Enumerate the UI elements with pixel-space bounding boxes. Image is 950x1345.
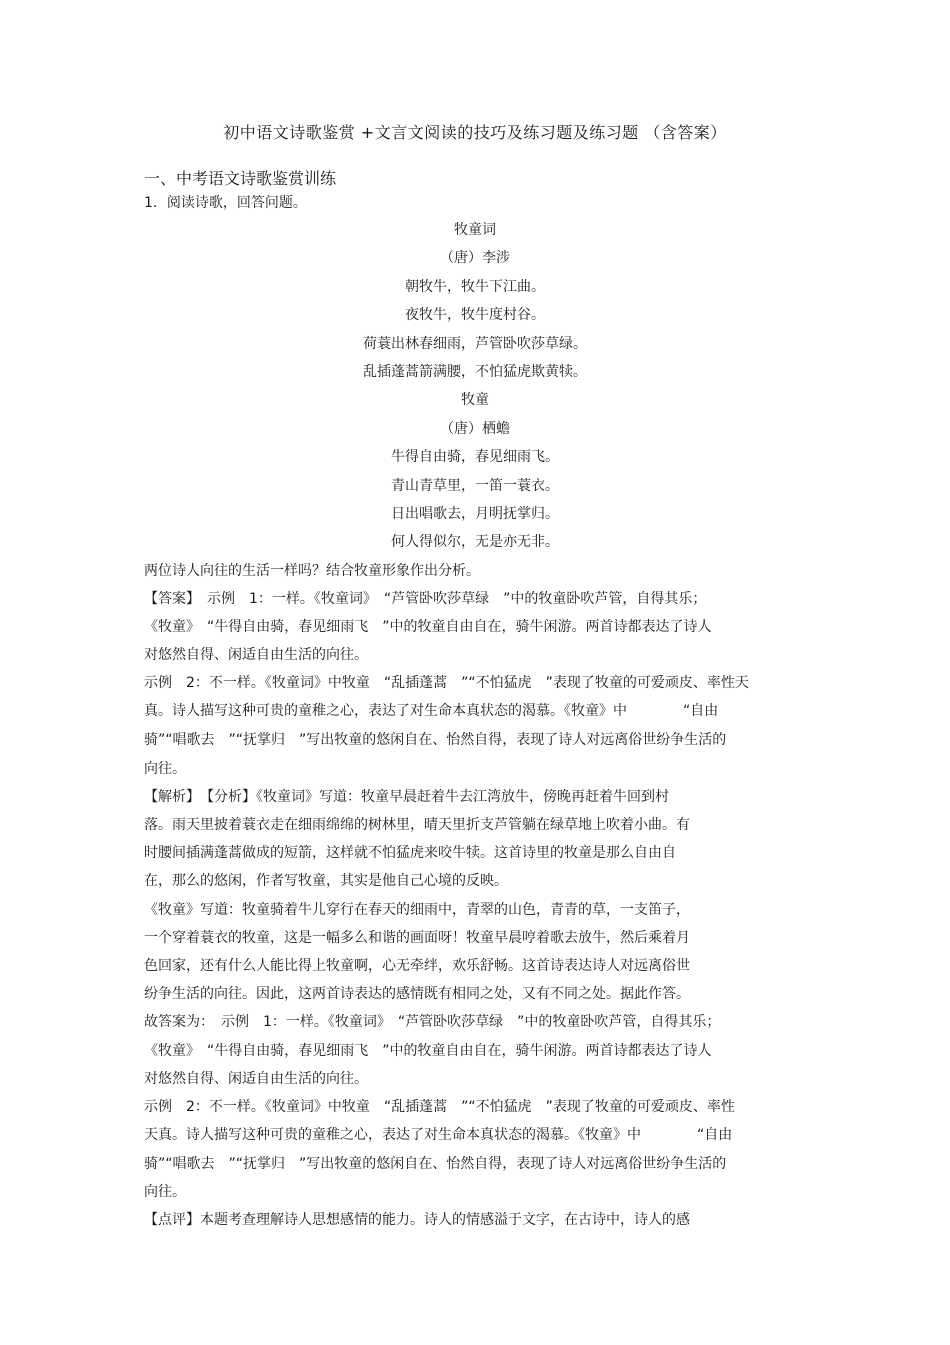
body-line: 故答案为： 示例 1：一样。《牧童词》 “芦管卧吹莎草绿 ”中的牧童卧吹芦管，自得其乐； <box>144 1014 721 1030</box>
body-line: 【答案】 示例 1：一样。《牧童词》 “芦管卧吹莎草绿 ”中的牧童卧吹芦管，自得其乐； <box>144 591 707 607</box>
body-line: 时腰间插满蓬蒿做成的短箭，这样就不怕猛虎来咬牛犊。这首诗里的牧童是那么自由自 <box>144 845 676 861</box>
body-line: 两位诗人向往的生活一样吗？结合牧童形象作出分析。 <box>144 563 480 579</box>
poem-line: 日出唱歌去，月明抚掌归。 <box>391 506 559 522</box>
body-line: 向往。 <box>144 1184 186 1200</box>
question-prompt: 1．阅读诗歌，回答问题。 <box>144 195 307 211</box>
document-title: 初中语文诗歌鉴赏 +文言文阅读的技巧及练习题及练习题 （含答案） <box>223 123 727 142</box>
poem-line: 朝牧牛，牧牛下江曲。 <box>405 279 545 295</box>
body-line: 《牧童》 “牛得自由骑，春见细雨飞 ”中的牧童自由自在，骑牛闲游。两首诗都表达了诗人 <box>144 619 712 635</box>
body-line: 《牧童》 “牛得自由骑，春见细雨飞 ”中的牧童自由自在，骑牛闲游。两首诗都表达了诗人 <box>144 1043 712 1059</box>
body-line: 《牧童》写道：牧童骑着牛儿穿行在春天的细雨中，青翠的山色，青青的草，一支笛子， <box>144 902 690 918</box>
body-line: 对悠然自得、闲适自由生活的向往。 <box>144 1071 368 1087</box>
body-line: 对悠然自得、闲适自由生活的向往。 <box>144 647 368 663</box>
body-line: 【点评】本题考查理解诗人思想感情的能力。诗人的情感溢于文字，在古诗中，诗人的感 <box>144 1212 690 1228</box>
body-line: 色回家，还有什么人能比得上牧童啊，心无牵绊，欢乐舒畅。这首诗表达诗人对远离俗世 <box>144 958 690 974</box>
body-line: 纷争生活的向往。因此，这两首诗表达的感情既有相同之处，又有不同之处。据此作答。 <box>144 986 690 1002</box>
body-line: 落。雨天里披着蓑衣走在细雨绵绵的树林里，晴天里折支芦管躺在绿草地上吹着小曲。有 <box>144 817 690 833</box>
poem-line: 何人得似尔，无是亦无非。 <box>391 534 559 550</box>
poem-line: 青山青草里，一笛一蓑衣。 <box>391 478 559 494</box>
poem-title: 牧童词 <box>454 222 496 238</box>
body-line: 真。诗人描写这种可贵的童稚之心，表达了对生命本真状态的渴慕。《牧童》中 “自由 <box>144 703 719 719</box>
body-line: 一个穿着蓑衣的牧童，这是一幅多么和谐的画面呀！牧童早晨哼着歌去放牛，然后乘着月 <box>144 930 690 946</box>
body-line: 在，那么的悠闲，作者写牧童，其实是他自己心境的反映。 <box>144 873 508 889</box>
body-line: 天真。诗人描写这种可贵的童稚之心，表达了对生命本真状态的渴慕。《牧童》中 “自由 <box>144 1127 733 1143</box>
section-heading: 一、中考语文诗歌鉴赏训练 <box>144 169 337 188</box>
body-line: 【解析】 【分析】《牧童词》写道：牧童早晨赶着牛去江湾放牛，傍晚再赶着牛回到村 <box>144 789 669 805</box>
body-line: 向往。 <box>144 761 186 777</box>
poem-line: 夜牧牛，牧牛度村谷。 <box>405 307 545 323</box>
body-line: 骑”“唱歌去 ”“抚掌归 ”写出牧童的悠闲自在、怡然自得，表现了诗人对远离俗世纷争生活的 <box>144 1156 727 1172</box>
body-line: 示例 2：不一样。《牧童词》中牧童 “乱插蓬蒿 ”“不怕猛虎 ”表现了牧童的可爱顽皮、率性 <box>144 1099 735 1115</box>
poem-author: （唐）李涉 <box>440 250 510 266</box>
poem-title: 牧童 <box>461 392 489 408</box>
poem-line: 牛得自由骑，春见细雨飞。 <box>391 449 559 465</box>
body-line: 示例 2：不一样。《牧童词》中牧童 “乱插蓬蒿 ”“不怕猛虎 ”表现了牧童的可爱顽皮、率性天 <box>144 675 749 691</box>
poem-line: 荷蓑出林春细雨，芦管卧吹莎草绿。 <box>363 336 587 352</box>
poem-author: （唐）栖蟾 <box>440 421 510 437</box>
poem-line: 乱插蓬蒿箭满腰，不怕猛虎欺黄犊。 <box>363 364 587 380</box>
body-line: 骑”“唱歌去 ”“抚掌归 ”写出牧童的悠闲自在、怡然自得，表现了诗人对远离俗世纷争生活的 <box>144 732 727 748</box>
